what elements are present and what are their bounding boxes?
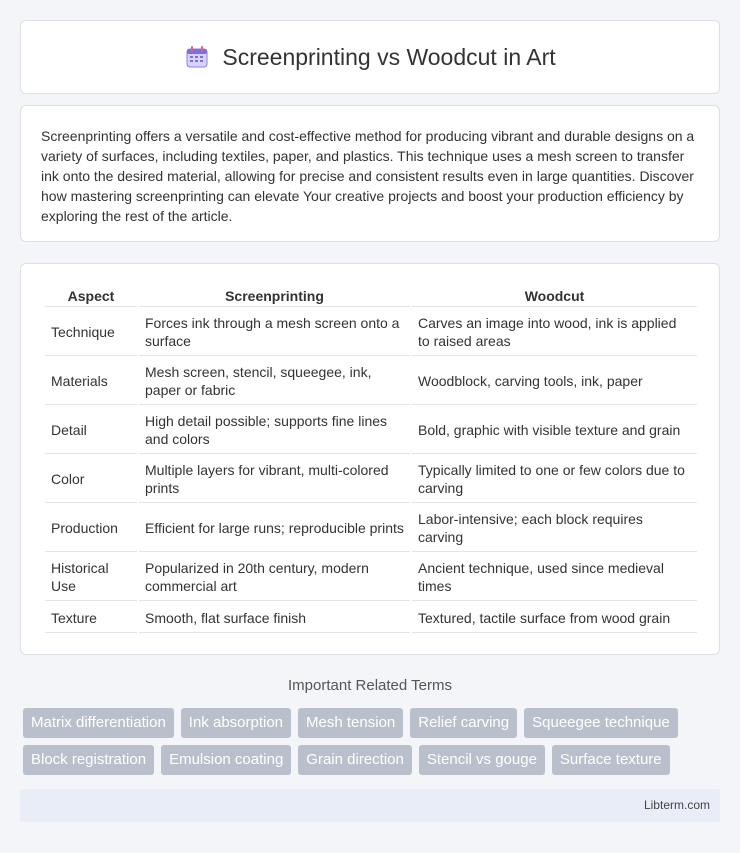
header-screenprinting: Screenprinting <box>139 286 410 307</box>
tag-grain-direction[interactable]: Grain direction <box>298 745 412 775</box>
related-terms-list <box>23 708 723 775</box>
footer <box>20 789 720 822</box>
cell-aspect: Historical Use <box>45 554 137 601</box>
table-row <box>45 309 697 356</box>
cell-aspect: Technique <box>45 309 137 356</box>
table-header-row <box>45 286 697 307</box>
table-row <box>45 554 697 601</box>
table-row <box>45 456 697 503</box>
tag-mesh-tension[interactable]: Mesh tension <box>298 708 403 738</box>
table-row <box>45 505 697 552</box>
tag-emulsion-coating[interactable]: Emulsion coating <box>161 745 291 775</box>
cell-screenprinting: Multiple layers for vibrant, multi-colored prints <box>139 456 410 503</box>
cell-aspect: Color <box>45 456 137 503</box>
related-terms-title: Important Related Terms <box>288 677 452 694</box>
calendar-icon <box>184 44 210 70</box>
tag-surface-texture[interactable]: Surface texture <box>552 745 670 775</box>
cell-screenprinting: Efficient for large runs; reproducible prints <box>139 505 410 552</box>
cell-aspect: Texture <box>45 603 137 633</box>
cell-screenprinting: Popularized in 20th century, modern commercial art <box>139 554 410 601</box>
tag-ink-absorption[interactable]: Ink absorption <box>181 708 291 738</box>
cell-screenprinting: Smooth, flat surface finish <box>139 603 410 633</box>
tag-matrix-differentiation[interactable]: Matrix differentiation <box>23 708 174 738</box>
cell-woodcut: Carves an image into wood, ink is applied to raised areas <box>412 309 697 356</box>
comparison-table <box>43 284 699 635</box>
cell-woodcut: Ancient technique, used since medieval times <box>412 554 697 601</box>
table-row <box>45 358 697 405</box>
footer-brand-link[interactable]: Libterm.com <box>643 798 710 812</box>
header-aspect: Aspect <box>45 286 137 307</box>
table-row <box>45 603 697 633</box>
cell-aspect: Production <box>45 505 137 552</box>
tag-squeegee-technique[interactable]: Squeegee technique <box>524 708 678 738</box>
tag-stencil-vs-gouge[interactable]: Stencil vs gouge <box>419 745 545 775</box>
cell-woodcut: Labor-intensive; each block requires carving <box>412 505 697 552</box>
intro-text: Screenprinting offers a versatile and cost-effective method for producing vibrant and durable designs on a variety of surfaces, including textiles, paper, and plastics. This technique uses a mesh screen to transfer ink onto the desired material, allowing for precise and consistent results even in large quantities. Discover how mastering screenprinting can elevate Your creative projects and boost your production efficiency by exploring the rest of the article. <box>41 128 695 224</box>
cell-woodcut: Bold, graphic with visible texture and grain <box>412 407 697 454</box>
page-title: Screenprinting vs Woodcut in Art <box>222 43 556 70</box>
cell-aspect: Materials <box>45 358 137 405</box>
title-card <box>20 20 720 94</box>
tag-block-registration[interactable]: Block registration <box>23 745 154 775</box>
cell-screenprinting: High detail possible; supports fine lines and colors <box>139 407 410 454</box>
intro-card <box>20 105 720 242</box>
cell-woodcut: Woodblock, carving tools, ink, paper <box>412 358 697 405</box>
table-row <box>45 407 697 454</box>
comparison-table-card <box>20 263 720 655</box>
cell-screenprinting: Mesh screen, stencil, squeegee, ink, paper or fabric <box>139 358 410 405</box>
cell-aspect: Detail <box>45 407 137 454</box>
cell-woodcut: Typically limited to one or few colors due to carving <box>412 456 697 503</box>
cell-woodcut: Textured, tactile surface from wood grain <box>412 603 697 633</box>
cell-screenprinting: Forces ink through a mesh screen onto a surface <box>139 309 410 356</box>
tag-relief-carving[interactable]: Relief carving <box>410 708 517 738</box>
header-woodcut: Woodcut <box>412 286 697 307</box>
